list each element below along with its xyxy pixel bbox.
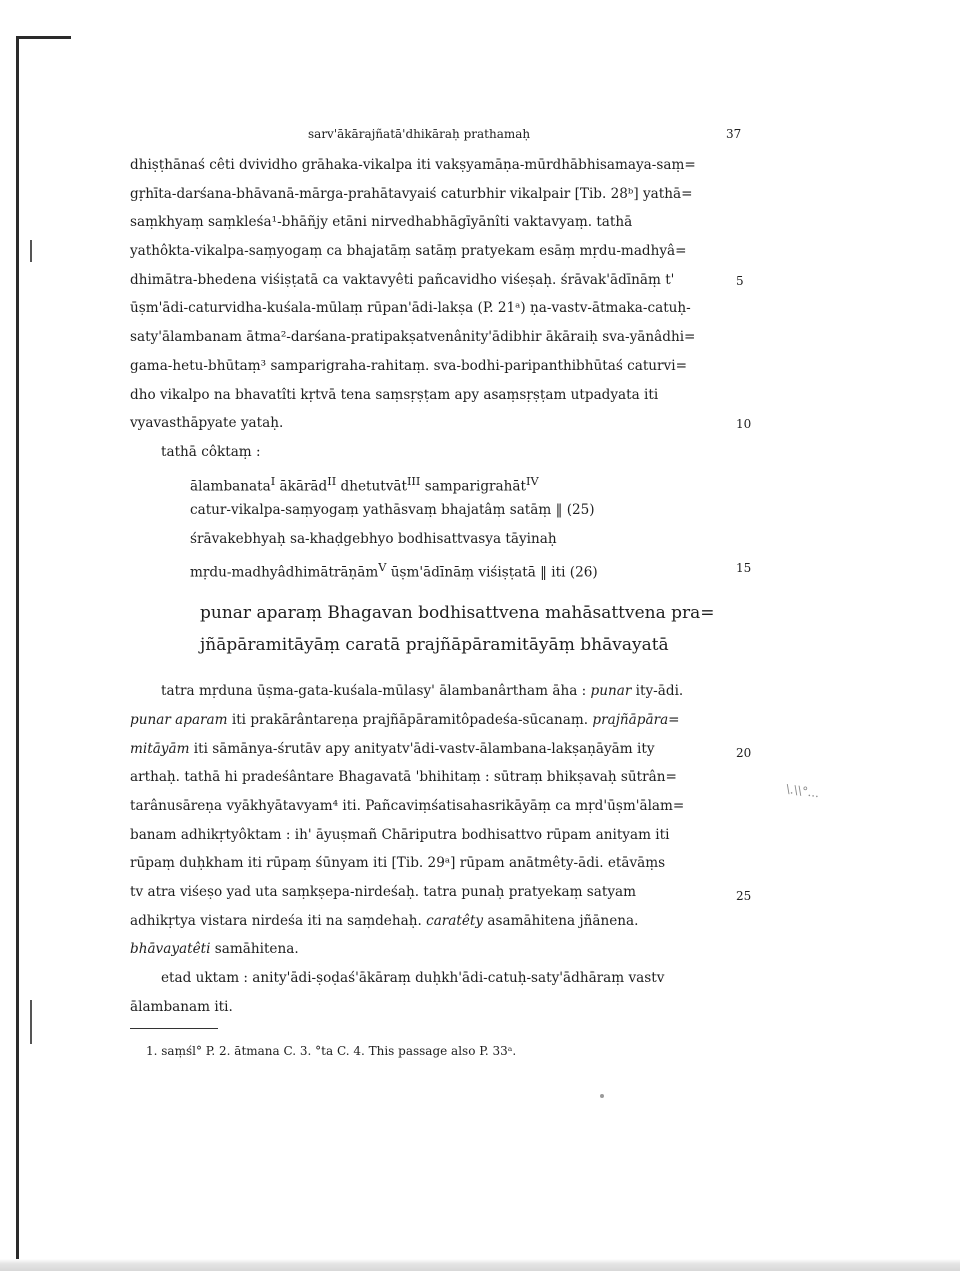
- text-line: dho vikalpo na bhavatîti kṛtvā tena saṃsṛṣṭam apy asaṃsṛṣṭam utpadyata iti: [130, 387, 659, 403]
- line-number: 15: [736, 561, 752, 575]
- scan-speck: [600, 1094, 604, 1098]
- text-line: tathā côktaṃ :: [161, 444, 261, 460]
- line-number: 10: [736, 417, 752, 431]
- commentary-line: ālambanam iti.: [130, 999, 233, 1015]
- binding-mark: [30, 1000, 32, 1044]
- commentary-line: etad uktam : anity'ādi-ṣoḍaś'ākāraṃ duḥkh'ādi-catuḥ-saty'ādhāraṃ vastv: [161, 970, 665, 986]
- commentary-line: rūpaṃ duḥkham iti rūpaṃ śūnyam iti [Tib. 29ᵃ] rūpam anātmêty-ādi. etāvāṃs: [130, 855, 666, 871]
- footnote-rule: [130, 1028, 218, 1029]
- text-line: dhiṣṭhānaś cêti dvividho grāhaka-vikalpa iti vakṣyamāṇa-mūrdhābhisamaya-saṃ=: [130, 157, 696, 173]
- scan-border-bottom: [0, 1259, 960, 1271]
- verse-line: catur-vikalpa-saṃyogaṃ yathāsvaṃ bhajatâṃ satāṃ ‖ (25): [190, 502, 595, 518]
- commentary-line: adhikṛtya vistara nirdeśa iti na saṃdehaḥ. caratêty asamāhitena jñānena.: [130, 913, 639, 929]
- commentary-line: tarânusāreṇa vyākhyātavyam⁴ iti. Pañcaviṃśatisahasrikāyāṃ ca mṛd'ūṣm'ālam=: [130, 798, 685, 814]
- line-number: 25: [736, 889, 752, 903]
- footnotes: 1. saṃśl° P. 2. ātmana C. 3. °ta C. 4. This passage also P. 33ᵃ.: [146, 1044, 517, 1058]
- text-line: yathôkta-vikalpa-saṃyogaṃ ca bhajatāṃ satāṃ pratyekam esāṃ mṛdu-madhyâ=: [130, 243, 687, 259]
- commentary-line: tv atra viśeṣo yad uta saṃkṣepa-nirdeśaḥ. tatra punaḥ pratyekaṃ satyam: [130, 884, 636, 900]
- text-line: gṛhīta-darśana-bhāvanā-mārga-prahātavyaiś caturbhir vikalpair [Tib. 28ᵇ] yathā=: [130, 186, 693, 202]
- verse-line: śrāvakebhyaḥ sa-khaḍgebhyo bodhisattvasya tāyinaḥ: [190, 531, 557, 547]
- commentary-line: arthaḥ. tathā hi pradeśântare Bhagavatā 'bhihitaṃ : sūtraṃ bhikṣavaḥ sūtrân=: [130, 769, 677, 785]
- scan-border-left: [16, 36, 19, 1271]
- running-head: sarv'ākārajñatā'dhikāraḥ prathamaḥ: [308, 127, 531, 141]
- sutra-heading-line: punar aparaṃ Bhagavan bodhisattvena mahāsattvena pra=: [200, 603, 715, 623]
- binding-mark: [30, 240, 32, 262]
- commentary-line: mitāyām iti sāmānya-śrutāv apy anityatv'ādi-vastv-ālambana-lakṣaṇāyām ity: [130, 741, 655, 757]
- sutra-heading-line: jñāpāramitāyāṃ caratā prajñāpāramitāyāṃ bhāvayatā: [200, 635, 669, 655]
- verse-line: ālambanata$^I$ ākārād$^{II}$ dhetutvāt$^{III}$ samparigrahāt$^{IV}$: [190, 474, 539, 495]
- line-number: 20: [736, 746, 752, 760]
- line-number: 5: [736, 274, 744, 288]
- text-line: ūṣm'ādi-caturvidha-kuśala-mūlaṃ rūpan'ādi-lakṣa (P. 21ᵃ) ṇa-vastv-ātmaka-catuḥ-: [130, 300, 691, 316]
- verse-line: mṛdu-madhyâdhimātrāṇām$^V$ ūṣm'ādīnāṃ viśiṣṭatā ‖ iti (26): [190, 560, 598, 581]
- text-line: vyavasthāpyate yataḥ.: [130, 415, 284, 431]
- commentary-line: punar aparam iti prakārântareṇa prajñāpāramitôpadeśa-sūcanaṃ. prajñāpāra=: [130, 712, 680, 728]
- text-line: dhimātra-bhedena viśiṣṭatā ca vaktavyêti pañcavidho viśeṣaḥ. śrāvak'ādīnāṃ t': [130, 272, 675, 288]
- scan-border-top: [16, 36, 71, 39]
- text-line: saty'ālambanam ātma²-darśana-pratipakṣatvenânity'ādibhir ākāraiḥ sva-yānâdhi=: [130, 329, 696, 345]
- margin-scribble: \.\\°...: [785, 781, 821, 801]
- text-line: saṃkhyaṃ saṃkleśa¹-bhāñjy etāni nirvedhabhāgīyānîti vaktavyaṃ. tathā: [130, 214, 633, 230]
- page-number: 37: [726, 127, 742, 141]
- commentary-line: banam adhikṛtyôktam : ih' āyuṣmañ Chāriputra bodhisattvo rūpam anityam iti: [130, 827, 670, 843]
- commentary-line: bhāvayatêti samāhitena.: [130, 941, 299, 957]
- text-line: gama-hetu-bhūtaṃ³ samparigraha-rahitaṃ. sva-bodhi-paripanthibhūtaś caturvi=: [130, 358, 687, 374]
- commentary-line: tatra mṛduna ūṣma-gata-kuśala-mūlasy' ālambanârtham āha : punar ity-ādi.: [161, 683, 684, 699]
